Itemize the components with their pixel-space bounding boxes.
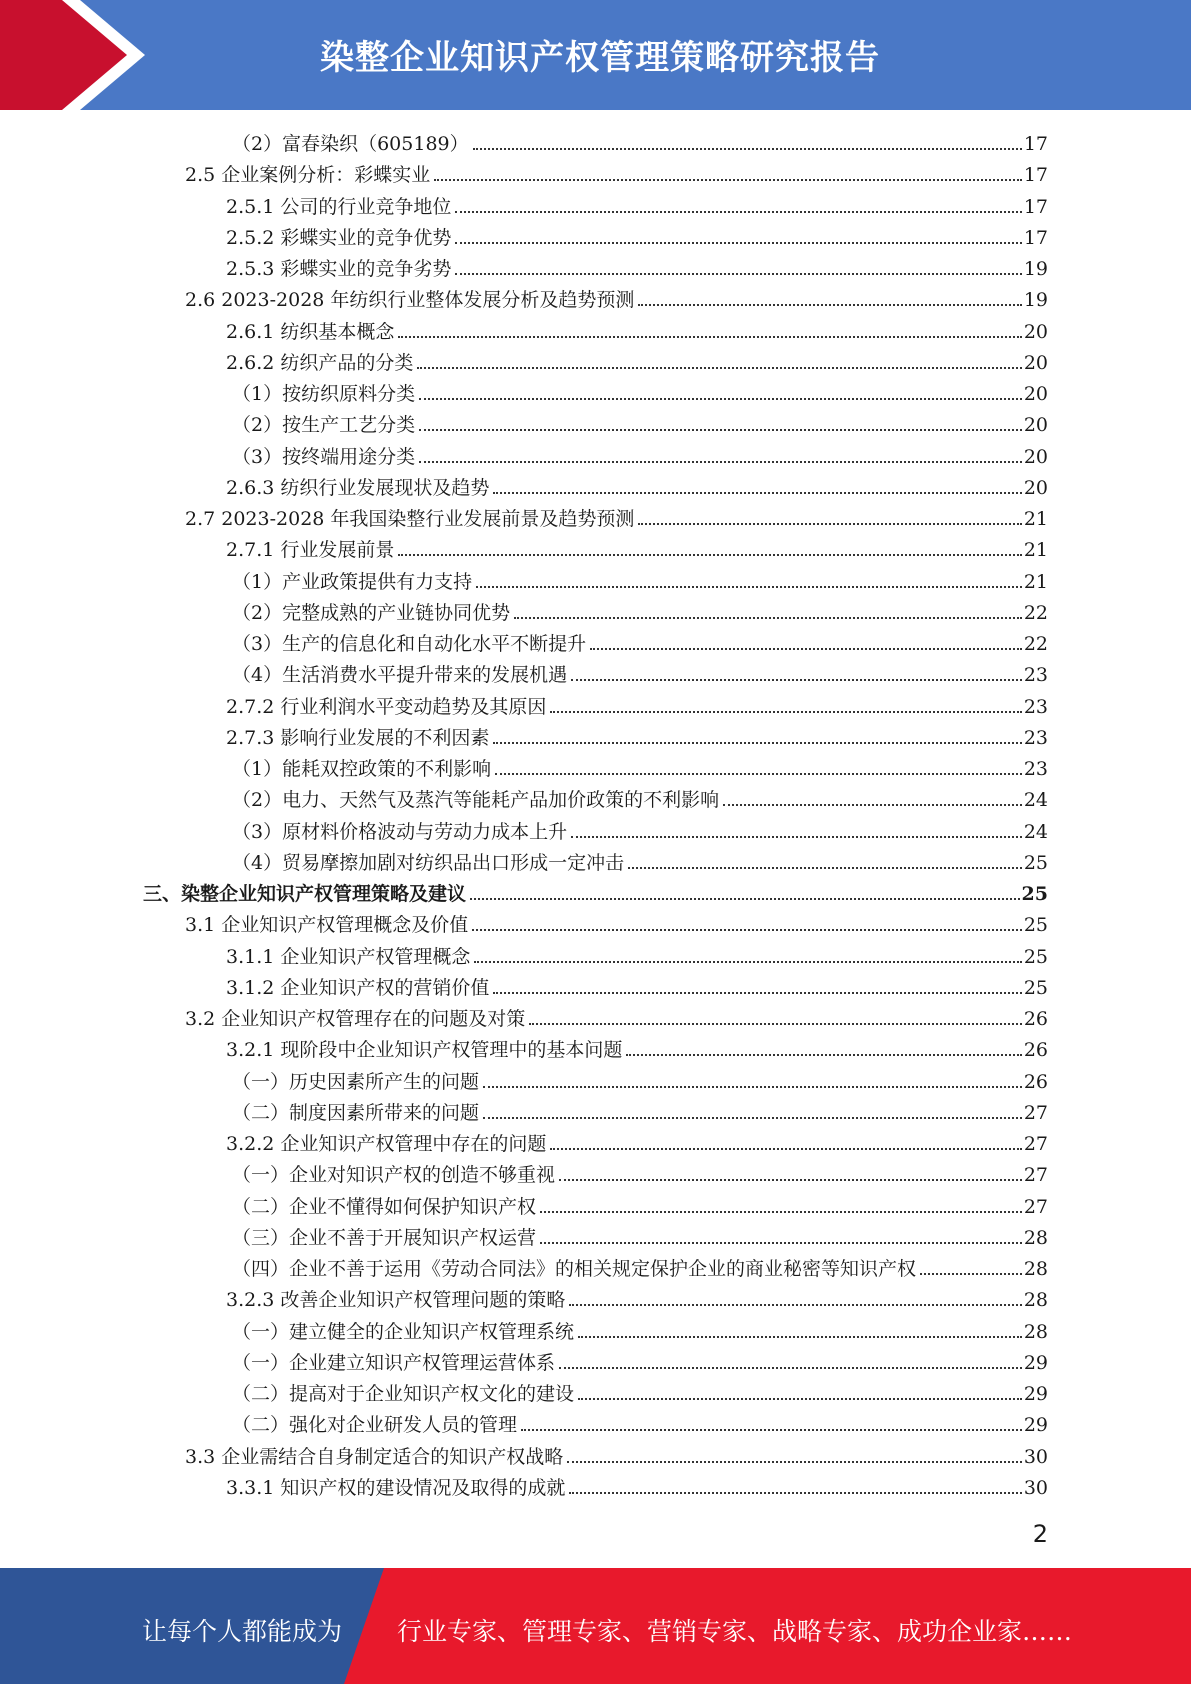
- toc-leader-dots: [419, 398, 1022, 400]
- toc-entry[interactable]: [232, 816, 1048, 844]
- page-header: [0, 0, 1191, 110]
- toc-leader-dots: [455, 273, 1021, 275]
- toc-entry-page: 29: [1023, 1351, 1048, 1374]
- footer-slogan-right: 行业专家、管理专家、营销专家、战略专家、成功企业家……: [397, 1617, 1073, 1646]
- toc-entry[interactable]: [232, 566, 1048, 594]
- toc-entry-page: 25: [1021, 883, 1048, 905]
- toc-leader-dots: [540, 1211, 1022, 1213]
- toc-entry-page: 17: [1023, 226, 1048, 249]
- toc-entry[interactable]: [226, 222, 1048, 250]
- toc-leader-dots: [550, 711, 1021, 713]
- toc-leader-dots: [920, 1273, 1022, 1275]
- toc-entry-page: 25: [1023, 914, 1048, 937]
- toc-leader-dots: [474, 961, 1021, 963]
- toc-entry[interactable]: [232, 753, 1048, 781]
- toc-entry-page: 20: [1023, 445, 1048, 468]
- toc-entry-label: 2.5.3 彩蝶实业的竞争劣势: [226, 258, 452, 280]
- toc-entry-page: 30: [1023, 1445, 1048, 1468]
- toc-leader-dots: [419, 461, 1022, 463]
- toc-entry[interactable]: [232, 847, 1048, 875]
- toc-leader-dots: [493, 742, 1021, 744]
- toc-entry-label: （4）生活消费水平提升带来的发展机遇: [232, 664, 568, 687]
- toc-entry-label: 2.7.2 行业利润水平变动趋势及其原因: [226, 695, 547, 718]
- toc-entry-label: （2）电力、天然气及蒸汽等能耗产品加价政策的不利影响: [232, 789, 720, 812]
- toc-entry-page: 26: [1023, 1039, 1048, 1062]
- toc-entry-label: （二）制度因素所带来的问题: [232, 1101, 480, 1124]
- toc-entry-label: （2）富春染织（605189）: [232, 133, 469, 155]
- toc-entry[interactable]: [226, 191, 1048, 219]
- toc-entry-page: 28: [1023, 1258, 1048, 1280]
- toc-entry-label: 3.3.1 知识产权的建设情况及取得的成就: [226, 1476, 566, 1499]
- page-footer: [0, 1568, 1191, 1684]
- footer-slogan-left: 让每个人都能成为: [142, 1617, 343, 1646]
- toc-entry-label: 三、染整企业知识产权管理策略及建议: [143, 883, 467, 905]
- toc-entry[interactable]: [232, 1409, 1048, 1437]
- toc-entry[interactable]: [232, 1378, 1048, 1406]
- toc-leader-dots: [473, 148, 1022, 150]
- toc-entry[interactable]: [226, 972, 1048, 1000]
- toc-entry-page: 30: [1023, 1476, 1048, 1499]
- toc-entry-page: 21: [1023, 570, 1048, 593]
- toc-entry-page: 27: [1023, 1101, 1048, 1124]
- toc-entry-label: 3.2.1 现阶段中企业知识产权管理中的基本问题: [226, 1039, 623, 1062]
- toc-entry-label: （三）企业不善于开展知识产权运营: [232, 1226, 537, 1249]
- toc-entry[interactable]: [226, 1472, 1048, 1500]
- toc-entry-page: 22: [1023, 601, 1048, 624]
- toc-entry-page: 23: [1023, 695, 1048, 718]
- toc-entry-page: 28: [1023, 1226, 1048, 1249]
- toc-leader-dots: [569, 1304, 1021, 1306]
- toc-entry-page: 20: [1023, 414, 1048, 437]
- toc-entry-label: 2.6.3 纺织行业发展现状及趋势: [226, 476, 490, 499]
- toc-entry[interactable]: [232, 1253, 1048, 1281]
- report-title: 染整企业知识产权管理策略研究报告: [320, 38, 880, 78]
- toc-entry-label: （3）按终端用途分类: [232, 445, 416, 468]
- toc-leader-dots: [529, 1023, 1022, 1025]
- toc-leader-dots: [483, 1117, 1022, 1119]
- toc-leader-dots: [483, 1086, 1022, 1088]
- toc-entry-label: 2.5.1 公司的行业竞争地位: [226, 195, 452, 218]
- toc-entry-label: （3）生产的信息化和自动化水平不断提升: [232, 633, 587, 655]
- toc-entry-label: （3）原材料价格波动与劳动力成本上升: [232, 820, 568, 843]
- toc-entry[interactable]: [232, 1347, 1048, 1375]
- toc-entry-label: 3.1.1 企业知识产权管理概念: [226, 945, 471, 968]
- toc-entry-label: （一）历史因素所产生的问题: [232, 1070, 480, 1093]
- page-number: 2: [1032, 1520, 1048, 1548]
- toc-leader-dots: [569, 1492, 1021, 1494]
- toc-entry[interactable]: [232, 409, 1048, 437]
- toc-leader-dots: [472, 929, 1022, 931]
- toc-leader-dots: [559, 1367, 1022, 1369]
- toc-entry-page: 21: [1023, 539, 1048, 562]
- toc-entry-label: 2.6 2023-2028 年纺织行业整体发展分析及趋势预测: [185, 289, 635, 312]
- toc-entry[interactable]: [226, 1034, 1048, 1062]
- toc-entry-page: 24: [1023, 789, 1048, 812]
- toc-entry-label: （2）按生产工艺分类: [232, 414, 416, 437]
- toc-entry-page: 25: [1023, 851, 1048, 874]
- toc-entry-page: 19: [1023, 289, 1048, 312]
- toc-entry-label: （一）企业对知识产权的创造不够重视: [232, 1164, 556, 1187]
- toc-entry-label: 2.7.1 行业发展前景: [226, 539, 395, 562]
- toc-entry-page: 20: [1023, 476, 1048, 499]
- toc-leader-dots: [540, 1242, 1022, 1244]
- toc-entry[interactable]: [232, 378, 1048, 406]
- toc-leader-dots: [723, 804, 1022, 806]
- toc-entry-page: 20: [1023, 383, 1048, 405]
- toc-entry-page: 27: [1023, 1133, 1048, 1155]
- toc-leader-dots: [434, 179, 1022, 181]
- toc-entry-label: 3.2.3 改善企业知识产权管理问题的策略: [226, 1289, 566, 1312]
- toc-entry-label: （四）企业不善于运用《劳动合同法》的相关规定保护企业的商业秘密等知识产权: [232, 1258, 917, 1280]
- toc-leader-dots: [571, 836, 1022, 838]
- toc-entry-label: （二）强化对企业研发人员的管理: [232, 1414, 518, 1437]
- toc-entry[interactable]: [232, 1316, 1048, 1344]
- toc-entry[interactable]: [226, 253, 1048, 281]
- toc-entry[interactable]: [143, 878, 1048, 906]
- toc-leader-dots: [455, 242, 1021, 244]
- toc-entry[interactable]: [226, 1284, 1048, 1312]
- toc-entry[interactable]: [232, 628, 1048, 656]
- toc-entry[interactable]: [185, 503, 1048, 531]
- toc-leader-dots: [470, 898, 1020, 900]
- toc-entry-page: 29: [1023, 1414, 1048, 1437]
- toc-entry[interactable]: [185, 159, 1048, 187]
- toc-leader-dots: [419, 429, 1022, 431]
- toc-entry[interactable]: [232, 1222, 1048, 1250]
- toc-leader-dots: [495, 773, 1022, 775]
- toc-leader-dots: [514, 617, 1022, 619]
- header-arrow-icon: [0, 0, 160, 110]
- toc-entry[interactable]: [232, 441, 1048, 469]
- toc-entry[interactable]: [232, 1097, 1048, 1125]
- toc-entry-label: （2）完整成熟的产业链协同优势: [232, 601, 511, 624]
- toc-entry-page: 27: [1023, 1164, 1048, 1187]
- toc-entry[interactable]: [226, 1128, 1048, 1156]
- toc-entry-label: 2.6.1 纺织基本概念: [226, 320, 395, 343]
- toc-leader-dots: [638, 304, 1021, 306]
- toc-entry-page: 23: [1023, 726, 1048, 749]
- toc-entry[interactable]: [226, 534, 1048, 562]
- toc-leader-dots: [550, 1148, 1021, 1150]
- toc-leader-dots: [417, 367, 1021, 369]
- toc-entry[interactable]: [185, 1441, 1048, 1469]
- toc-entry[interactable]: [232, 128, 1048, 156]
- toc-leader-dots: [626, 1054, 1021, 1056]
- toc-entry-label: 3.2.2 企业知识产权管理中存在的问题: [226, 1133, 547, 1155]
- toc-entry[interactable]: [185, 909, 1048, 937]
- toc-entry[interactable]: [232, 597, 1048, 625]
- toc-entry-label: 2.7.3 影响行业发展的不利因素: [226, 726, 490, 749]
- toc-entry-page: 23: [1023, 664, 1048, 687]
- toc-entry[interactable]: [232, 1191, 1048, 1219]
- toc-entry-label: 2.7 2023-2028 年我国染整行业发展前景及趋势预测: [185, 508, 635, 530]
- toc-entry-page: 25: [1023, 976, 1048, 999]
- toc-entry[interactable]: [226, 316, 1048, 344]
- toc-entry-label: 3.3 企业需结合自身制定适合的知识产权战略: [185, 1445, 564, 1468]
- toc-entry-label: （1）能耗双控政策的不利影响: [232, 758, 492, 780]
- toc-leader-dots: [455, 211, 1021, 213]
- toc-leader-dots: [571, 679, 1022, 681]
- toc-entry-label: 3.1.2 企业知识产权的营销价值: [226, 976, 490, 999]
- toc-entry-label: 3.1 企业知识产权管理概念及价值: [185, 914, 469, 937]
- toc-entry-page: 17: [1023, 133, 1048, 155]
- toc-entry-page: 24: [1023, 820, 1048, 843]
- toc-leader-dots: [567, 1461, 1022, 1463]
- toc-leader-dots: [398, 336, 1021, 338]
- toc-entry-page: 29: [1023, 1383, 1048, 1405]
- toc-entry[interactable]: [185, 284, 1048, 312]
- toc-entry-page: 25: [1023, 945, 1048, 968]
- toc-entry-page: 23: [1023, 758, 1048, 780]
- toc-entry[interactable]: [232, 784, 1048, 812]
- toc-entry-page: 19: [1023, 258, 1048, 280]
- toc-leader-dots: [578, 1336, 1022, 1338]
- toc-entry[interactable]: [232, 659, 1048, 687]
- toc-entry-page: 17: [1023, 164, 1048, 187]
- toc-leader-dots: [638, 523, 1021, 525]
- toc-leader-dots: [521, 1429, 1022, 1431]
- toc-entry[interactable]: [226, 722, 1048, 750]
- toc-entry[interactable]: [226, 347, 1048, 375]
- toc-entry-page: 22: [1023, 633, 1048, 655]
- toc-entry-label: （4）贸易摩擦加剧对纺织品出口形成一定冲击: [232, 851, 625, 874]
- toc-entry-page: 20: [1023, 320, 1048, 343]
- toc-entry-label: （1）产业政策提供有力支持: [232, 570, 473, 593]
- toc-entry-page: 28: [1023, 1320, 1048, 1343]
- toc-leader-dots: [628, 867, 1022, 869]
- toc-entry-page: 27: [1023, 1195, 1048, 1218]
- toc-entry-label: （一）企业建立知识产权管理运营体系: [232, 1351, 556, 1374]
- toc-leader-dots: [559, 1179, 1022, 1181]
- toc-entry[interactable]: [232, 1066, 1048, 1094]
- toc-entry[interactable]: [226, 472, 1048, 500]
- toc-entry-label: 2.6.2 纺织产品的分类: [226, 351, 414, 374]
- toc-leader-dots: [578, 1398, 1022, 1400]
- toc-entry-label: 2.5 企业案例分析：彩蝶实业: [185, 164, 431, 187]
- toc-entry[interactable]: [232, 1159, 1048, 1187]
- toc-entry[interactable]: [226, 691, 1048, 719]
- toc-entry-page: 26: [1023, 1070, 1048, 1093]
- toc-leader-dots: [398, 554, 1021, 556]
- toc-leader-dots: [590, 648, 1022, 650]
- toc-entry[interactable]: [185, 1003, 1048, 1031]
- toc-entry-label: 3.2 企业知识产权管理存在的问题及对策: [185, 1008, 526, 1030]
- toc-entry-label: （二）企业不懂得如何保护知识产权: [232, 1195, 537, 1218]
- toc-leader-dots: [493, 492, 1021, 494]
- toc-entry[interactable]: [226, 941, 1048, 969]
- toc-entry-page: 17: [1023, 195, 1048, 218]
- toc-leader-dots: [493, 992, 1021, 994]
- toc-leader-dots: [476, 586, 1022, 588]
- toc-entry-label: （1）按纺织原料分类: [232, 383, 416, 405]
- toc-entry-label: （二）提高对于企业知识产权文化的建设: [232, 1383, 575, 1405]
- toc-entry-label: （一）建立健全的企业知识产权管理系统: [232, 1320, 575, 1343]
- toc-entry-label: 2.5.2 彩蝶实业的竞争优势: [226, 226, 452, 249]
- toc-entry-page: 20: [1023, 351, 1048, 374]
- toc-entry-page: 21: [1023, 508, 1048, 530]
- toc-entry-page: 26: [1023, 1008, 1048, 1030]
- toc-entry-page: 28: [1023, 1289, 1048, 1312]
